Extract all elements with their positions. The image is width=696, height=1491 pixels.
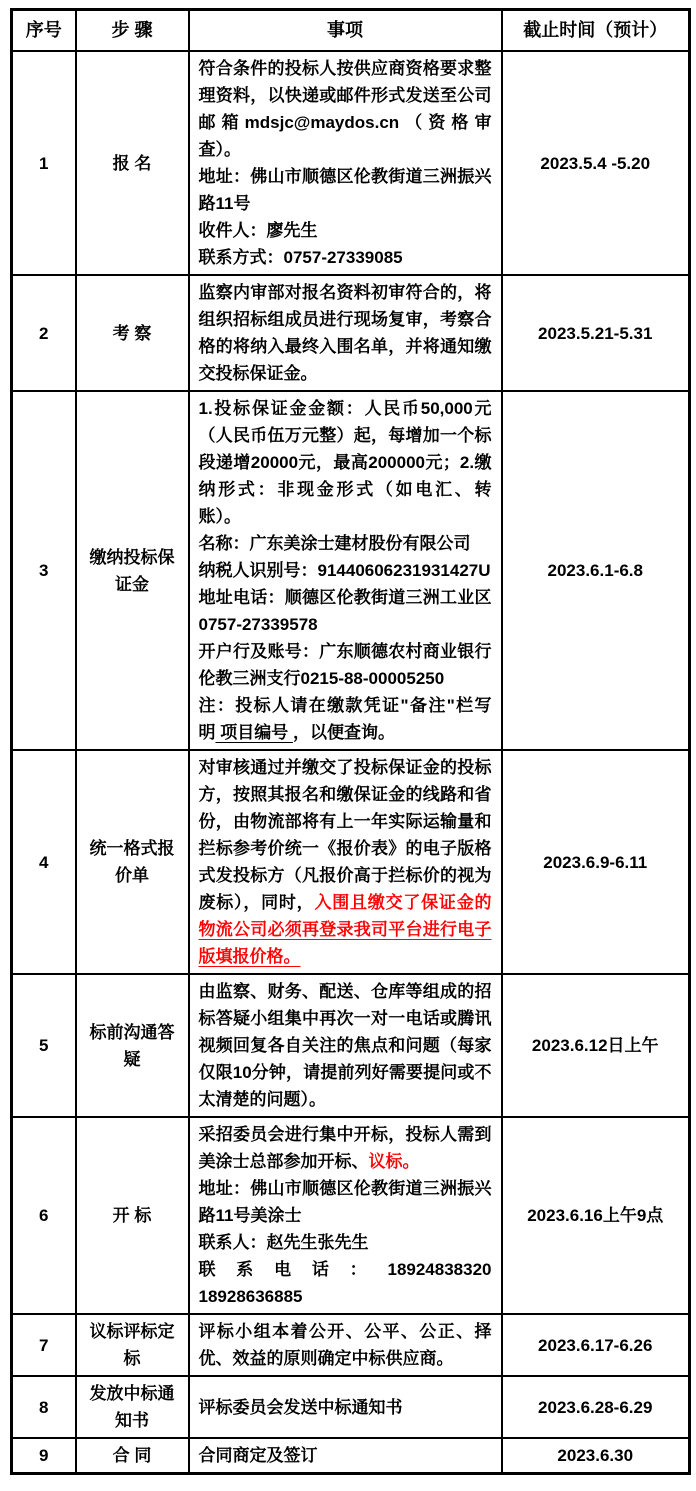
table-row [12,275,690,391]
items-cell [189,974,502,1117]
text-segment: 合同商定及签订 [198,1446,318,1465]
text-segment: 联系方式：0757-27339085 [198,248,403,267]
items-paragraph [199,1175,492,1229]
items-cell [189,1376,502,1438]
row-number-cell: 8 [12,1376,76,1438]
items-paragraph [199,754,492,970]
table-row [12,974,690,1117]
row-number-cell: 7 [12,1314,76,1376]
items-cell [189,750,502,974]
items-paragraph [199,978,492,1113]
row-number-cell: 3 [12,391,76,750]
deadline-cell: 2023.5.4 -5.20 [502,51,690,275]
row-number-cell: 5 [12,974,76,1117]
table-row [12,1117,690,1314]
items-paragraph [199,584,492,638]
items-paragraph [199,638,492,692]
text-segment: 收件人：廖先生 [198,221,318,240]
text-segment: 开户行及账号：广东顺德农村商业银行伦教三洲支行0215-88-00005250 [198,642,492,688]
items-paragraph [199,1394,492,1421]
step-cell: 合 同 [76,1438,189,1474]
text-segment: 名称：广东美涂士建材股份有限公司 [198,534,471,553]
deadline-cell: 2023.6.30 [502,1438,690,1474]
text-segment: 地址电话：顺德区伦教街道三洲工业区0757-27339578 [198,588,492,634]
deadline-cell: 2023.5.21-5.31 [502,275,690,391]
row-number-cell: 4 [12,750,76,974]
text-segment: 联系电话：18924838320 18928636885 [198,1260,492,1306]
items-paragraph [199,279,492,387]
items-cell [189,391,502,750]
text-segment: 地址：佛山市顺德区伦教街道三洲振兴路11号美涂士 [198,1179,492,1225]
items-cell [189,1117,502,1314]
items-paragraph [199,1229,492,1256]
items-paragraph [199,1442,492,1469]
items-paragraph [199,395,492,530]
items-paragraph [199,557,492,584]
items-paragraph [199,1318,492,1372]
header-items: 事项 [189,10,502,52]
text-segment: 评标小组本着公开、公平、公正、择优、效益的原则确定中标供应商。 [198,1322,492,1368]
step-cell: 考 察 [76,275,189,391]
table-row [12,750,690,974]
step-cell: 统一格式报价单 [76,750,189,974]
text-segment: 对审核通过并缴交了投标保证金的投标方，按照其报名和缴保证金的线路和省份，由物流部将有上一年实际运输量和拦标参考价统一《报价表》的电子版格式发投标方（凡报价高于拦标价的视为废标），同时， [198,758,492,912]
items-paragraph [199,530,492,557]
step-cell: 标前沟通答疑 [76,974,189,1117]
text-segment: 1.投标保证金金额：人民币50,000元（人民币伍万元整）起，每增加一个标段递增20000元，最高200000元；2.缴纳形式：非现金形式（如电汇、转账）。 [198,399,492,526]
header-deadline: 截止时间（预计） [502,10,690,52]
text-segment: 项目编号 [215,723,293,742]
text-segment: 联系人：赵先生张先生 [198,1233,369,1252]
step-cell: 缴纳投标保证金 [76,391,189,750]
deadline-cell: 2023.6.17-6.26 [502,1314,690,1376]
text-segment: 注：投标人请在缴款凭证"备注"栏写明 [198,696,492,742]
text-segment: 入围且缴交了保证金的 [314,893,492,912]
items-paragraph [199,217,492,244]
header-serial-number: 序号 [12,10,76,52]
step-cell: 议标评标定标 [76,1314,189,1376]
items-paragraph [199,163,492,217]
items-paragraph [199,1121,492,1175]
step-cell: 发放中标通知书 [76,1376,189,1438]
table-body [12,51,690,1474]
step-cell: 报 名 [76,51,189,275]
row-number-cell: 1 [12,51,76,275]
text-segment: 由监察、财务、配送、仓库等组成的招标答疑小组集中再次一对一电话或腾讯视频回复各自关注的焦点和问题（每家仅限10分钟，请提前列好需要提问或不太清楚的问题）。 [198,982,492,1109]
items-paragraph [199,692,492,746]
table-row [12,1438,690,1474]
text-segment: 监察内审部对报名资料初审符合的，将组织招标组成员进行现场复审，考察合格的将纳入最终入围名单，并将通知缴交投标保证金。 [198,283,492,383]
table-row [12,391,690,750]
deadline-cell: 2023.6.12日上午 [502,974,690,1117]
step-cell: 开 标 [76,1117,189,1314]
row-number-cell: 9 [12,1438,76,1474]
table-row [12,1314,690,1376]
items-cell [189,51,502,275]
items-paragraph [199,1256,492,1310]
table-row [12,51,690,275]
table-header [12,10,690,52]
table-row [12,1376,690,1438]
text-segment: ，以便查询。 [292,723,395,742]
items-cell [189,275,502,391]
deadline-cell: 2023.6.1-6.8 [502,391,690,750]
items-cell [189,1438,502,1474]
row-number-cell: 6 [12,1117,76,1314]
text-segment: 采招委员会进行集中开标，投标人需到美涂士总部参加开标、 [198,1125,492,1171]
items-paragraph [199,55,492,163]
header-step: 步 骤 [76,10,189,52]
row-number-cell: 2 [12,275,76,391]
deadline-cell: 2023.6.28-6.29 [502,1376,690,1438]
text-segment: 物流公司必须再登录我司平台进行电子版填报价格。 [198,920,492,966]
deadline-cell: 2023.6.16上午9点 [502,1117,690,1314]
items-paragraph [199,244,492,271]
header-row [12,10,690,52]
text-segment: 评标委员会发送中标通知书 [198,1397,403,1417]
deadline-cell: 2023.6.9-6.11 [502,750,690,974]
items-cell [189,1314,502,1376]
text-segment: 纳税人识别号：91440606231931427U [198,561,491,580]
text-segment: 议标。 [368,1152,420,1171]
text-segment: 符合条件的投标人按供应商资格要求整理资料，以快递或邮件形式发送至公司邮箱mdsjc@maydos.cn（资格审查）。 [198,59,492,159]
bidding-schedule-table [10,8,691,1475]
text-segment: 地址：佛山市顺德区伦教街道三洲振兴路11号 [198,167,492,213]
